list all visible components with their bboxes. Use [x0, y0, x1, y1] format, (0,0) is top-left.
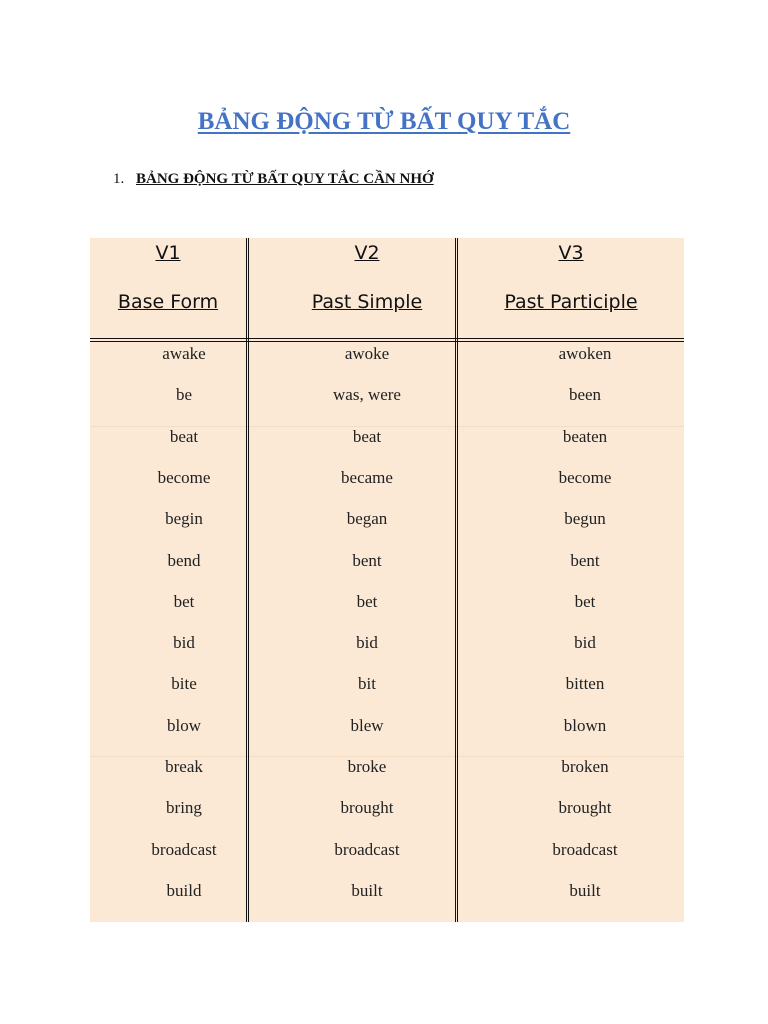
base-form-cell: beat — [169, 426, 199, 446]
past-simple-cell: blew — [350, 715, 384, 735]
table-row — [90, 674, 684, 715]
table-row — [90, 592, 684, 633]
column-name: Base Form — [117, 291, 219, 313]
past-simple-cell: beat — [352, 426, 382, 446]
table-row — [90, 798, 684, 839]
base-form-cell: broadcast — [151, 839, 217, 859]
past-simple-cell: was, were — [333, 385, 401, 405]
past-simple-cell: awoke — [344, 344, 390, 363]
base-form-cell: break — [165, 757, 203, 776]
past-participle-cell: become — [558, 467, 612, 487]
past-simple-cell: broke — [347, 757, 387, 776]
base-form-cell: become — [157, 467, 211, 487]
base-form-cell: begin — [165, 509, 203, 529]
table-row — [90, 840, 684, 881]
column-name: Past Participle — [504, 291, 638, 313]
past-simple-cell: built — [351, 880, 383, 900]
past-participle-cell: begun — [564, 509, 606, 529]
past-participle-cell: bent — [570, 550, 600, 570]
base-form-cell: bite — [171, 674, 197, 694]
table-row — [90, 427, 684, 468]
table-row — [90, 551, 684, 592]
past-simple-cell: broadcast — [334, 839, 400, 859]
past-participle-cell: awoken — [558, 344, 612, 363]
past-simple-cell: bit — [358, 674, 376, 694]
table-row — [90, 881, 684, 922]
past-participle-cell: built — [569, 880, 601, 900]
past-simple-cell: bet — [356, 591, 378, 611]
base-form-cell: awake — [162, 344, 206, 363]
section-number: 1. — [113, 171, 125, 187]
irregular-verbs-table — [90, 238, 684, 922]
table-row — [90, 757, 684, 798]
base-form-cell: be — [175, 385, 193, 405]
base-form-cell: bid — [173, 633, 195, 653]
column-header-v3 — [458, 238, 684, 338]
column-header-v2 — [250, 238, 484, 338]
table-row — [90, 344, 684, 385]
header-separator — [90, 338, 684, 342]
past-participle-cell: brought — [558, 798, 612, 818]
past-participle-cell: broadcast — [552, 839, 618, 859]
past-participle-cell: beaten — [562, 426, 608, 446]
column-code: V1 — [155, 242, 181, 264]
column-name: Past Simple — [311, 291, 423, 313]
past-simple-cell: brought — [340, 798, 394, 818]
document-title: BẢNG ĐỘNG TỪ BẤT QUY TẮC — [197, 108, 571, 135]
column-code: V2 — [354, 242, 380, 264]
base-form-cell: build — [166, 880, 202, 900]
column-code: V3 — [558, 242, 584, 264]
past-participle-cell: broken — [561, 757, 609, 776]
base-form-cell: bring — [166, 798, 202, 818]
table-row — [90, 633, 684, 674]
past-participle-cell: bet — [574, 591, 596, 611]
past-participle-cell: blown — [563, 715, 607, 735]
past-participle-cell: been — [568, 385, 602, 405]
base-form-cell: bet — [173, 591, 195, 611]
table-row — [90, 468, 684, 509]
past-participle-cell: bitten — [565, 674, 605, 694]
past-simple-cell: began — [346, 509, 388, 529]
past-participle-cell: bid — [574, 633, 596, 653]
table-row — [90, 509, 684, 550]
past-simple-cell: bent — [352, 550, 382, 570]
section-heading — [113, 171, 434, 188]
past-simple-cell: became — [341, 467, 393, 487]
table-row — [90, 385, 684, 426]
base-form-cell: bend — [167, 550, 201, 570]
base-form-cell: blow — [167, 715, 201, 735]
past-simple-cell: bid — [356, 633, 378, 653]
column-header-v1 — [90, 238, 246, 338]
section-title: BẢNG ĐỘNG TỪ BẤT QUY TẮC CẦN NHỚ — [136, 171, 434, 187]
table-row — [90, 716, 684, 757]
